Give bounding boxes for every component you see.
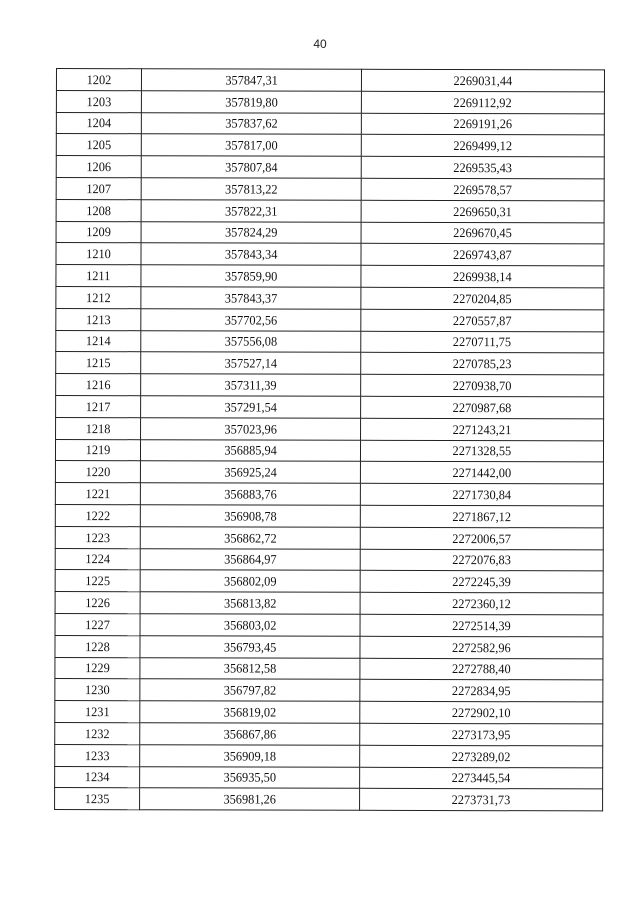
point-number-cell: [56, 308, 141, 330]
x-coordinate-text: 357807,84: [224, 159, 278, 175]
y-coordinate-cell: [361, 440, 604, 462]
x-coordinate-text: 357843,37: [224, 290, 278, 306]
point-number-text: 1233: [84, 747, 110, 763]
table-row: [55, 504, 603, 527]
point-number-cell: [55, 592, 140, 614]
y-coordinate-cell: [361, 505, 604, 527]
point-number-text: 1212: [85, 289, 111, 305]
y-coordinate-text: 2272360,12: [452, 595, 512, 612]
x-coordinate-text: 356935,50: [223, 769, 276, 785]
table-row: [55, 701, 603, 724]
point-number-cell: [55, 483, 140, 505]
y-coordinate-cell: [360, 549, 603, 571]
x-coordinate-text: 357527,14: [224, 355, 277, 371]
y-coordinate-cell: [361, 418, 604, 440]
y-coordinate-cell: [361, 200, 604, 222]
y-coordinate-text: 2273445,54: [451, 770, 511, 786]
point-number-text: 1208: [86, 202, 111, 218]
table-row: [56, 243, 604, 266]
x-coordinate-cell: [140, 308, 361, 330]
table-row: [56, 395, 604, 418]
coordinates-table-body: [55, 69, 605, 812]
point-number-cell: [56, 265, 141, 287]
x-coordinate-text: 357819,80: [225, 94, 278, 110]
point-number-cell: [55, 635, 140, 657]
y-coordinate-text: 2271328,55: [452, 443, 512, 459]
y-coordinate-cell: [361, 462, 604, 484]
point-number-cell: [55, 461, 140, 483]
x-coordinate-cell: [139, 788, 360, 810]
y-coordinate-text: 2271243,21: [452, 421, 512, 437]
table-row: [56, 134, 604, 157]
y-coordinate-text: 2272834,95: [452, 683, 511, 699]
x-coordinate-text: 356803,02: [223, 617, 277, 633]
point-number-text: 1205: [86, 137, 111, 153]
x-coordinate-text: 356925,24: [224, 464, 277, 480]
x-coordinate-cell: [139, 679, 360, 701]
y-coordinate-text: 2269650,31: [453, 203, 513, 219]
x-coordinate-cell: [141, 265, 362, 287]
point-number-text: 1228: [84, 638, 110, 654]
table-row: [55, 766, 603, 789]
y-coordinate-text: 2270711,75: [453, 334, 512, 350]
x-coordinate-text: 357837,62: [224, 115, 278, 131]
point-number-text: 1216: [85, 377, 111, 393]
point-number-cell: [55, 526, 140, 548]
point-number-cell: [55, 570, 140, 592]
point-number-text: 1211: [86, 268, 111, 284]
y-coordinate-cell: [361, 265, 604, 287]
point-number-cell: [56, 177, 141, 199]
x-coordinate-cell: [140, 287, 361, 309]
point-number-cell: [56, 417, 141, 439]
y-coordinate-text: 2269670,45: [453, 225, 513, 241]
y-coordinate-text: 2272582,96: [452, 639, 511, 655]
x-coordinate-cell: [141, 243, 362, 265]
y-coordinate-cell: [361, 309, 604, 331]
x-coordinate-text: 356819,02: [223, 704, 276, 720]
x-coordinate-text: 356812,58: [223, 660, 277, 676]
y-coordinate-cell: [360, 614, 603, 636]
y-coordinate-cell: [360, 527, 603, 549]
point-number-cell: [56, 374, 141, 396]
x-coordinate-cell: [141, 178, 362, 200]
table-row: [55, 722, 603, 745]
point-number-cell: [56, 90, 141, 112]
y-coordinate-text: 2272788,40: [452, 661, 511, 677]
point-number-cell: [55, 722, 140, 744]
table-row: [56, 265, 604, 288]
x-coordinate-cell: [140, 505, 361, 527]
point-number-text: 1234: [84, 769, 110, 785]
y-coordinate-text: 2269499,12: [453, 138, 513, 154]
point-number-text: 1222: [85, 507, 110, 523]
y-coordinate-cell: [361, 374, 604, 396]
y-coordinate-cell: [360, 592, 603, 614]
table-row: [56, 199, 604, 222]
point-number-cell: [56, 221, 141, 243]
x-coordinate-cell: [140, 548, 361, 570]
point-number-text: 1204: [86, 115, 112, 131]
x-coordinate-text: 357847,31: [225, 72, 278, 88]
point-number-text: 1203: [86, 93, 112, 109]
y-coordinate-cell: [360, 636, 603, 658]
y-coordinate-text: 2273173,95: [452, 726, 511, 742]
y-coordinate-text: 2272514,39: [452, 617, 512, 633]
y-coordinate-cell: [360, 723, 603, 745]
y-coordinate-cell: [361, 222, 604, 244]
y-coordinate-cell: [360, 789, 603, 811]
table-row: [55, 788, 603, 811]
table-row: [56, 69, 604, 92]
x-coordinate-cell: [140, 635, 361, 657]
x-coordinate-text: 357813,22: [224, 181, 278, 197]
point-number-cell: [56, 156, 141, 178]
table-row: [55, 461, 603, 484]
y-coordinate-cell: [360, 680, 603, 702]
table-row: [56, 374, 604, 397]
point-number-text: 1232: [84, 725, 110, 741]
y-coordinate-text: 2272902,10: [452, 704, 511, 721]
y-coordinate-text: 2269031,44: [453, 72, 513, 88]
point-number-cell: [56, 134, 141, 156]
x-coordinate-cell: [140, 614, 361, 636]
point-number-text: 1217: [85, 398, 111, 414]
y-coordinate-text: 2269743,87: [453, 247, 512, 263]
x-coordinate-cell: [139, 744, 360, 766]
table-row: [55, 439, 603, 462]
y-coordinate-cell: [361, 156, 604, 178]
x-coordinate-cell: [141, 156, 362, 178]
x-coordinate-cell: [140, 461, 361, 483]
x-coordinate-text: 356797,82: [223, 682, 277, 698]
table-row: [56, 330, 604, 353]
y-coordinate-cell: [362, 69, 605, 91]
page-number: 40: [313, 37, 327, 51]
y-coordinate-cell: [361, 244, 604, 266]
x-coordinate-cell: [140, 352, 361, 374]
table-row: [55, 657, 603, 680]
point-number-cell: [55, 744, 140, 766]
y-coordinate-text: 2269535,43: [453, 160, 513, 176]
point-number-cell: [55, 679, 140, 701]
point-number-cell: [56, 395, 141, 417]
x-coordinate-cell: [141, 134, 362, 156]
point-number-cell: [55, 788, 140, 810]
point-number-cell: [56, 112, 141, 134]
table-row: [55, 526, 603, 549]
table-row: [55, 592, 603, 615]
y-coordinate-text: 2271730,84: [452, 486, 512, 503]
y-coordinate-cell: [362, 91, 605, 113]
y-coordinate-text: 2272245,39: [452, 574, 512, 590]
y-coordinate-cell: [362, 113, 605, 135]
point-number-text: 1218: [85, 420, 111, 436]
y-coordinate-cell: [360, 745, 603, 767]
x-coordinate-cell: [139, 723, 360, 745]
y-coordinate-cell: [361, 287, 604, 309]
table-row: [56, 156, 604, 179]
point-number-cell: [56, 330, 141, 352]
y-coordinate-text: 2270557,87: [453, 312, 512, 328]
point-number-cell: [55, 657, 140, 679]
x-coordinate-cell: [140, 592, 361, 614]
x-coordinate-cell: [140, 483, 361, 505]
point-number-text: 1209: [85, 224, 111, 240]
x-coordinate-cell: [141, 69, 362, 91]
y-coordinate-text: 2269191,26: [453, 116, 513, 132]
y-coordinate-cell: [361, 331, 604, 353]
point-number-cell: [55, 766, 140, 788]
point-number-text: 1231: [84, 703, 110, 720]
point-number-cell: [55, 613, 140, 635]
x-coordinate-cell: [141, 112, 362, 134]
x-coordinate-text: 356981,26: [223, 791, 276, 807]
table-row: [56, 177, 604, 200]
x-coordinate-cell: [140, 439, 361, 461]
y-coordinate-cell: [361, 178, 604, 200]
x-coordinate-text: 357824,29: [224, 224, 278, 240]
table-row: [56, 417, 604, 440]
point-number-cell: [56, 69, 141, 91]
point-number-text: 1223: [85, 529, 110, 545]
y-coordinate-cell: [360, 571, 603, 593]
y-coordinate-text: 2269112,92: [453, 94, 513, 110]
table-row: [55, 483, 603, 506]
x-coordinate-text: 357822,31: [224, 203, 278, 219]
x-coordinate-text: 356867,86: [223, 726, 276, 742]
y-coordinate-text: 2270785,23: [452, 356, 512, 372]
table-row: [56, 112, 604, 135]
x-coordinate-cell: [140, 417, 361, 439]
y-coordinate-cell: [360, 767, 603, 789]
x-coordinate-text: 357023,96: [224, 420, 277, 437]
point-number-cell: [55, 701, 140, 723]
table-row: [55, 548, 603, 571]
x-coordinate-cell: [141, 221, 362, 243]
y-coordinate-text: 2272006,57: [452, 530, 512, 546]
point-number-text: 1226: [85, 594, 110, 611]
x-coordinate-text: 356813,82: [223, 595, 277, 611]
x-coordinate-text: 356802,09: [223, 573, 277, 589]
y-coordinate-cell: [361, 353, 604, 375]
x-coordinate-cell: [139, 766, 360, 788]
x-coordinate-text: 357843,34: [224, 246, 278, 262]
point-number-cell: [56, 286, 141, 308]
table-row: [56, 286, 604, 309]
point-number-cell: [56, 199, 141, 221]
point-number-text: 1235: [84, 791, 110, 807]
point-number-cell: [55, 439, 140, 461]
y-coordinate-text: 2273731,73: [451, 792, 511, 808]
x-coordinate-text: 356885,94: [224, 442, 277, 458]
x-coordinate-text: 356909,18: [223, 747, 276, 764]
point-number-text: 1207: [86, 180, 111, 196]
y-coordinate-cell: [360, 658, 603, 680]
x-coordinate-cell: [141, 91, 362, 113]
x-coordinate-text: 357311,39: [224, 377, 277, 393]
table-row: [56, 308, 604, 331]
y-coordinate-text: 2272076,83: [452, 552, 512, 568]
y-coordinate-text: 2271442,00: [452, 465, 512, 481]
point-number-text: 1230: [84, 682, 110, 698]
x-coordinate-text: 357817,00: [224, 137, 278, 153]
table-row: [56, 221, 604, 244]
x-coordinate-cell: [140, 657, 361, 679]
point-number-text: 1210: [85, 246, 111, 262]
point-number-text: 1227: [84, 616, 110, 632]
point-number-text: 1224: [85, 551, 110, 567]
x-coordinate-text: 356862,72: [223, 529, 277, 546]
point-number-cell: [55, 548, 140, 570]
x-coordinate-text: 356793,45: [223, 638, 277, 655]
coordinates-table: [54, 68, 605, 812]
point-number-text: 1220: [85, 464, 111, 480]
x-coordinate-text: 357859,90: [224, 268, 278, 284]
point-number-text: 1229: [84, 660, 110, 676]
y-coordinate-text: 2269938,14: [453, 269, 512, 285]
x-coordinate-text: 356883,76: [224, 486, 277, 502]
table-row: [55, 635, 603, 658]
x-coordinate-text: 357556,08: [224, 333, 277, 349]
point-number-text: 1214: [85, 333, 111, 349]
y-coordinate-cell: [361, 396, 604, 418]
table-row: [56, 352, 604, 375]
point-number-text: 1206: [86, 159, 111, 175]
point-number-text: 1202: [86, 71, 112, 87]
x-coordinate-cell: [140, 330, 361, 352]
y-coordinate-cell: [361, 483, 604, 505]
y-coordinate-text: 2270987,68: [452, 399, 512, 415]
point-number-cell: [55, 504, 140, 526]
y-coordinate-text: 2273289,02: [451, 748, 511, 764]
y-coordinate-text: 2270938,70: [452, 377, 512, 394]
point-number-text: 1221: [85, 486, 111, 502]
x-coordinate-text: 357702,56: [224, 312, 278, 328]
x-coordinate-cell: [139, 701, 360, 723]
y-coordinate-cell: [360, 701, 603, 723]
x-coordinate-cell: [140, 374, 361, 396]
y-coordinate-cell: [361, 135, 604, 157]
y-coordinate-text: 2270204,85: [453, 290, 512, 306]
point-number-text: 1213: [85, 311, 111, 327]
y-coordinate-text: 2271867,12: [452, 508, 512, 524]
x-coordinate-cell: [140, 570, 361, 592]
x-coordinate-text: 356864,97: [223, 551, 277, 567]
table-row: [55, 744, 603, 767]
point-number-text: 1225: [85, 573, 110, 589]
x-coordinate-text: 357291,54: [224, 399, 277, 415]
table-row: [55, 570, 603, 593]
y-coordinate-text: 2269578,57: [453, 181, 513, 197]
table-row: [55, 679, 603, 702]
x-coordinate-text: 356908,78: [223, 508, 277, 524]
point-number-cell: [56, 352, 141, 374]
table-row: [56, 90, 604, 113]
point-number-text: 1219: [85, 442, 111, 458]
point-number-text: 1215: [85, 355, 111, 371]
x-coordinate-cell: [140, 396, 361, 418]
table-row: [55, 613, 603, 636]
x-coordinate-cell: [140, 526, 361, 548]
point-number-cell: [56, 243, 141, 265]
x-coordinate-cell: [141, 200, 362, 222]
